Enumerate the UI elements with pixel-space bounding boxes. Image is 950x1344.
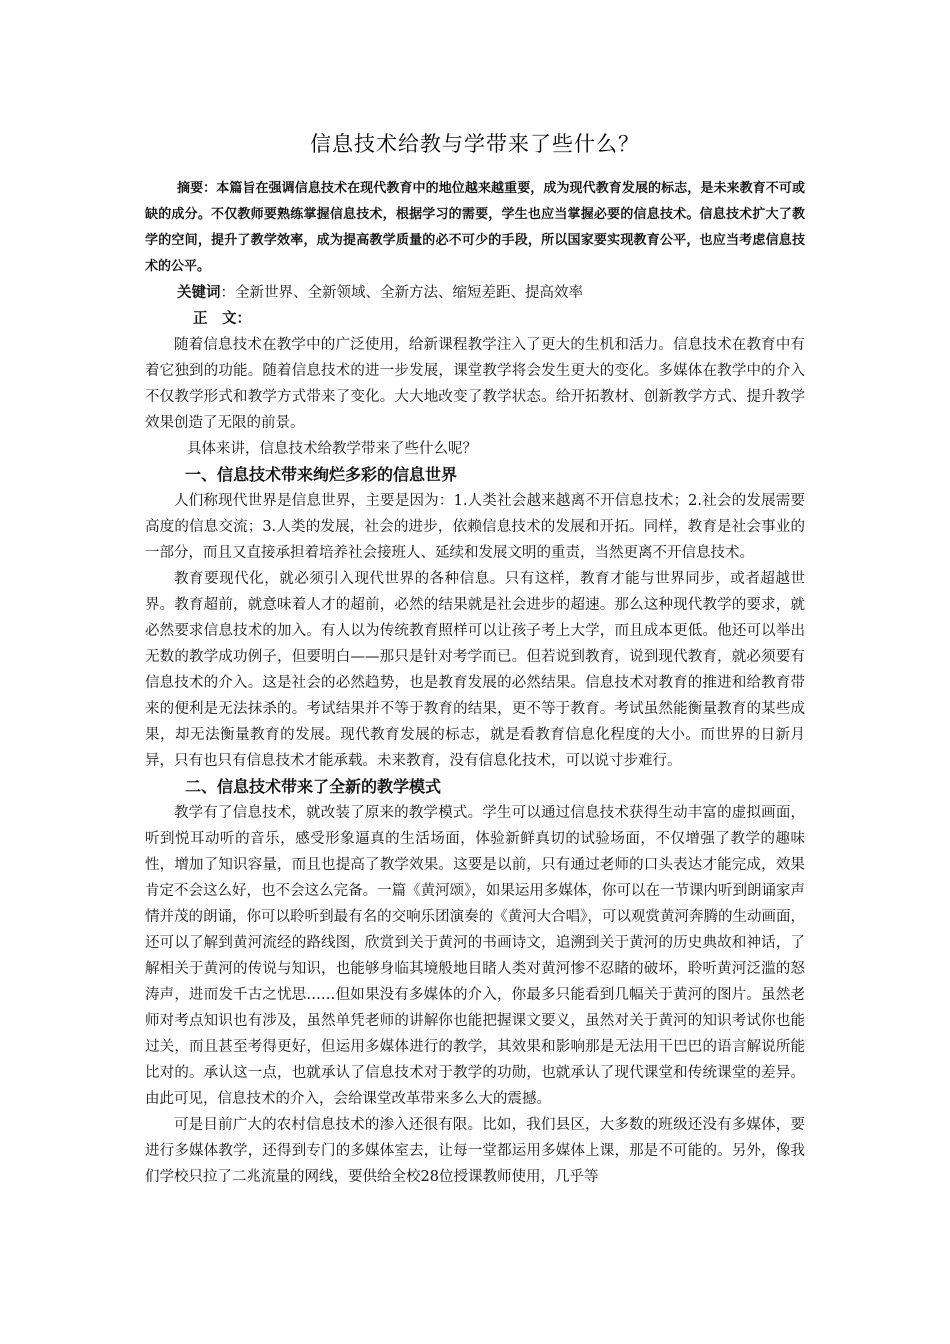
keywords [145,280,805,306]
document-title: 信息技术给教与学带来了些什么？ [310,132,640,156]
abstract-text: ：本篇旨在强调信息技术在现代教育中的地位越来越重要，成为现代教育发展的标志，是未来教育不可或缺的成分。不仅教师要熟练掌握信息技术，根据学习的需要，学生也应当掌握必要的信息技术。信息技术扩大了教学的空间，提升了教学效率，成为提高教学质量的必不可少的手段，所以国家要实现教育公平，也应当考虑信息技术的公平。 [145,181,805,274]
section1-paragraph: 教育要现代化，就必须引入现代世界的各种信息。只有这样，教育才能与世界同步，或者超越世界。教育超前，就意味着人才的超前，必然的结果就是社会进步的超速。那么这种现代教学的要求，就必然要求信息技术的加入。有人以为传统教育照样可以让孩子考上大学，而且成本更低。他还可以举出无数的教学成功例子，但要明白——那只是针对考学而已。但若说到教育，说到现代教育，就必须要有信息技术的介入。这是社会的必然趋势，也是教育发展的必然结果。信息技术对教育的推进和给教育带来的便利是无法抹杀的。考试结果并不等于教育的结果，更不等于教育。考试虽然能衡量教育的某些成果，却无法衡量教育的发展。现代教育发展的标志，就是看教育信息化程度的大小。而世界的日新月异，只有也只有信息技术才能承载。未来教育，没有信息化技术，可以说寸步难行。 [145,571,805,769]
abstract [145,176,805,280]
document-content [145,128,805,1190]
section-heading-1: 一、信息技术带来绚烂多彩的信息世界 [185,465,458,484]
section-heading-2: 二、信息技术带来了全新的教学模式 [185,777,442,796]
keywords-text: ：全新世界、全新领域、全新方法、缩短差距、提高效率 [220,285,583,301]
section1-paragraph: 人们称现代世界是信息世界，主要是因为：1.人类社会越来越离不开信息技术；2.社会的发展需要高度的信息交流；3.人类的发展，社会的进步，依赖信息技术的发展和开拓。同样，教育是社会事业的一部分，而且又直接承担着培养社会接班人、延续和发展文明的重责，当然更离不开信息技术。 [145,493,805,561]
keywords-label: 关键词 [177,284,221,301]
body-label: 正 文： [193,310,251,327]
section2-paragraph: 可是目前广大的农村信息技术的渗入还很有限。比如，我们县区，大多数的班级还没有多媒体，要进行多媒体教学，还得到专门的多媒体室去，让每一堂都运用多媒体上课，那是不可能的。另外，像我们学校只拉了二兆流量的网线，要供给全校28位授课教师使用，几乎等 [145,1117,805,1185]
abstract-label: 摘要 [177,181,204,196]
section2-paragraph: 教学有了信息技术，就改装了原来的教学模式。学生可以通过信息技术获得生动丰富的虚拟画面，听到悦耳动听的音乐，感受形象逼真的生活场面，体验新鲜真切的试验场面，不仅增强了教学的趣味性，增加了知识容量，而且也提高了教学效果。这要是以前，只有通过老师的口头表达才能完成，效果肯定不会这么好，也不会这么完备。一篇《黄河颂》，如果运用多媒体，你可以在一节课内听到朗诵家声情并茂的朗诵，你可以聆听到最有名的交响乐团演奏的《黄河大合唱》，可以观赏黄河奔腾的生动画面，还可以了解到黄河流经的路线图，欣赏到关于黄河的书画诗文，追溯到关于黄河的历史典故和神话，了解相关于黄河的传说与知识，也能够身临其境般地目睹人类对黄河惨不忍睹的破坏，聆听黄河泛滥的怒涛声，进而发千古之忧思……但如果没有多媒体的介入，你最多只能看到几幅关于黄河的图片。虽然老师对考点知识也有涉及，虽然单凭老师的讲解你也能把握课文要义，虽然对关于黄河的知识考试你也能过关，而且甚至考得更好，但运用多媒体进行的教学，其效果和影响那是无法用干巴巴的语言解说所能比对的。承认这一点，也就承认了信息技术对于教学的功勋，也就承认了现代课堂和传统课堂的差异。由此可见，信息技术的介入，会给课堂改革带来多么大的震撼。 [145,805,805,1107]
intro-question: 具体来讲，信息技术给教学带来了些什么呢？ [187,441,477,457]
intro-paragraph: 随着信息技术在教学中的广泛使用，给新课程教学注入了更大的生机和活力。信息技术在教育中有着它独到的功能。随着信息技术的进一步发展，课堂教学将会发生更大的变化。多媒体在教学中的介入不仅教学形式和教学方式带来了变化。大大地改变了教学状态。给开拓教材、创新教学方式、提升教学效果创造了无限的前景。 [145,337,805,431]
